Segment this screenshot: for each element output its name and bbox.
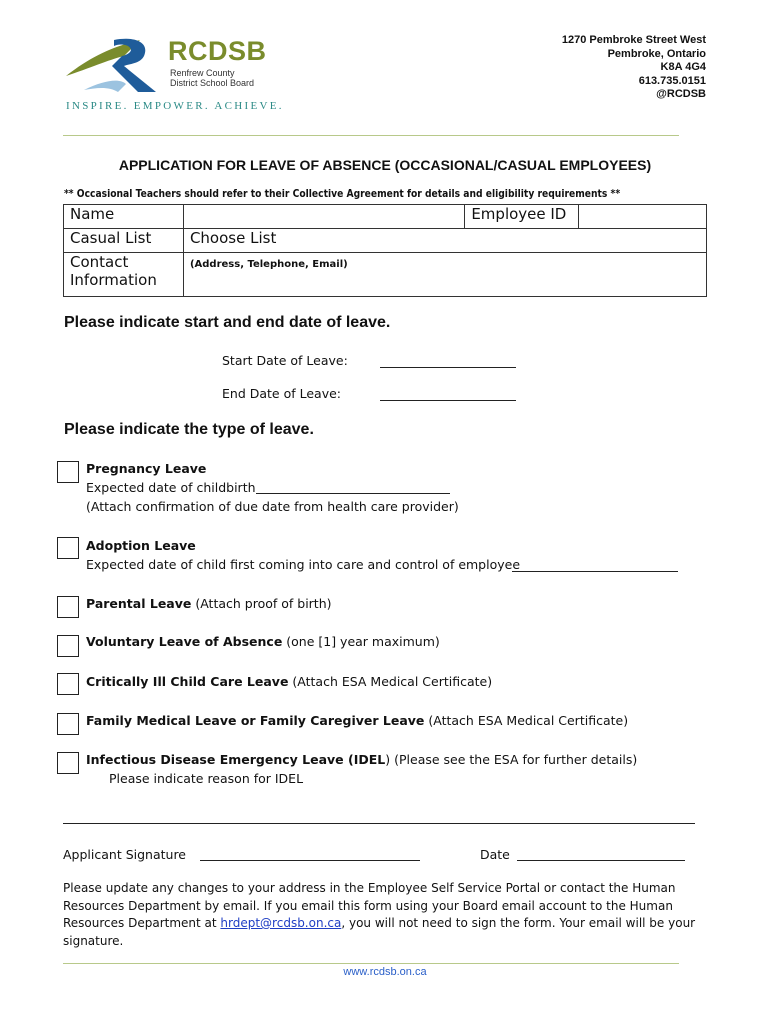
rcdsb-logo-mark — [64, 34, 164, 100]
idel-leave-item: Infectious Disease Emergency Leave (IDEL) (Please see the ESA for further details) Please indicate reason for IDEL — [86, 752, 638, 786]
family-medical-leave-item: Family Medical Leave or Family Caregiver Leave (Attach ESA Medical Certificate) — [86, 713, 629, 728]
signature-date-field[interactable] — [517, 860, 685, 861]
leave-type-heading: Please indicate the type of leave. — [64, 421, 314, 438]
adoption-leave-checkbox[interactable] — [57, 537, 79, 559]
board-address: 1270 Pembroke Street West Pembroke, Ontario K8A 4G4 613.735.0151 @RCDSB — [561, 34, 706, 100]
name-label: Name — [64, 205, 184, 229]
casual-list-dropdown[interactable]: Choose List — [183, 229, 578, 253]
signature-date-label: Date — [480, 847, 510, 862]
name-field[interactable] — [183, 205, 464, 229]
footer-rule — [63, 963, 679, 964]
start-date-label: Start Date of Leave: — [222, 353, 348, 368]
casual-list-label: Casual List — [64, 229, 184, 253]
end-date-field[interactable] — [380, 400, 516, 401]
parental-leave-checkbox[interactable] — [57, 596, 79, 618]
employee-id-label: Employee ID — [465, 205, 579, 229]
eligibility-note: ** Occasional Teachers should refer to their Collective Agreement for details and eligibility requirements ** — [64, 189, 621, 200]
instructions-paragraph: Please update any changes to your address in the Employee Self Service Portal or contact the Human Resources Department by email. If you email this form using your Board email account to the Human Resources Department at hrdept@rcdsb.on.ca, you will not need to sign the form. Your email will be your signature. — [63, 881, 696, 948]
adoption-leave-item: Adoption Leave Expected date of child first coming into care and control of employee — [86, 538, 521, 572]
logo-subtitle: Renfrew County District School Board — [170, 68, 255, 88]
contact-label: Contact Information — [64, 253, 184, 297]
voluntary-leave-item: Voluntary Leave of Absence (one [1] year maximum) — [86, 634, 440, 649]
hr-email-link[interactable]: hrdept@rcdsb.on.ca — [220, 916, 342, 930]
voluntary-leave-checkbox[interactable] — [57, 635, 79, 657]
tagline: INSPIRE. EMPOWER. ACHIEVE. — [66, 100, 284, 112]
childbirth-date-field[interactable] — [256, 493, 450, 494]
idel-leave-checkbox[interactable] — [57, 752, 79, 774]
form-title: APPLICATION FOR LEAVE OF ABSENCE (OCCASIONAL/CASUAL EMPLOYEES) — [118, 157, 652, 173]
pregnancy-leave-item: Pregnancy Leave Expected date of childbirth (Attach confirmation of due date from health care provider) — [86, 461, 459, 514]
pregnancy-leave-checkbox[interactable] — [57, 461, 79, 483]
critical-illness-leave-item: Critically Ill Child Care Leave (Attach ESA Medical Certificate) — [86, 674, 493, 689]
header-rule — [63, 135, 679, 136]
adoption-date-field[interactable] — [512, 571, 678, 572]
start-date-field[interactable] — [380, 367, 516, 368]
footer-website[interactable]: www.rcdsb.on.ca — [343, 966, 427, 978]
dates-heading: Please indicate start and end date of leave. — [64, 314, 391, 331]
contact-information-field[interactable] — [183, 253, 706, 297]
applicant-signature-field[interactable] — [200, 860, 420, 861]
parental-leave-item: Parental Leave (Attach proof of birth) — [86, 596, 332, 611]
idel-reason-line[interactable] — [63, 823, 695, 824]
employee-info-table — [63, 204, 707, 297]
applicant-signature-label: Applicant Signature — [63, 847, 186, 862]
end-date-label: End Date of Leave: — [222, 386, 341, 401]
casual-list-blank — [579, 229, 707, 253]
employee-id-field[interactable] — [579, 205, 707, 229]
contact-hint: (Address, Telephone, Email) — [189, 259, 348, 270]
family-medical-leave-checkbox[interactable] — [57, 713, 79, 735]
critical-illness-leave-checkbox[interactable] — [57, 673, 79, 695]
logo-wordmark: RCDSB — [168, 36, 267, 66]
